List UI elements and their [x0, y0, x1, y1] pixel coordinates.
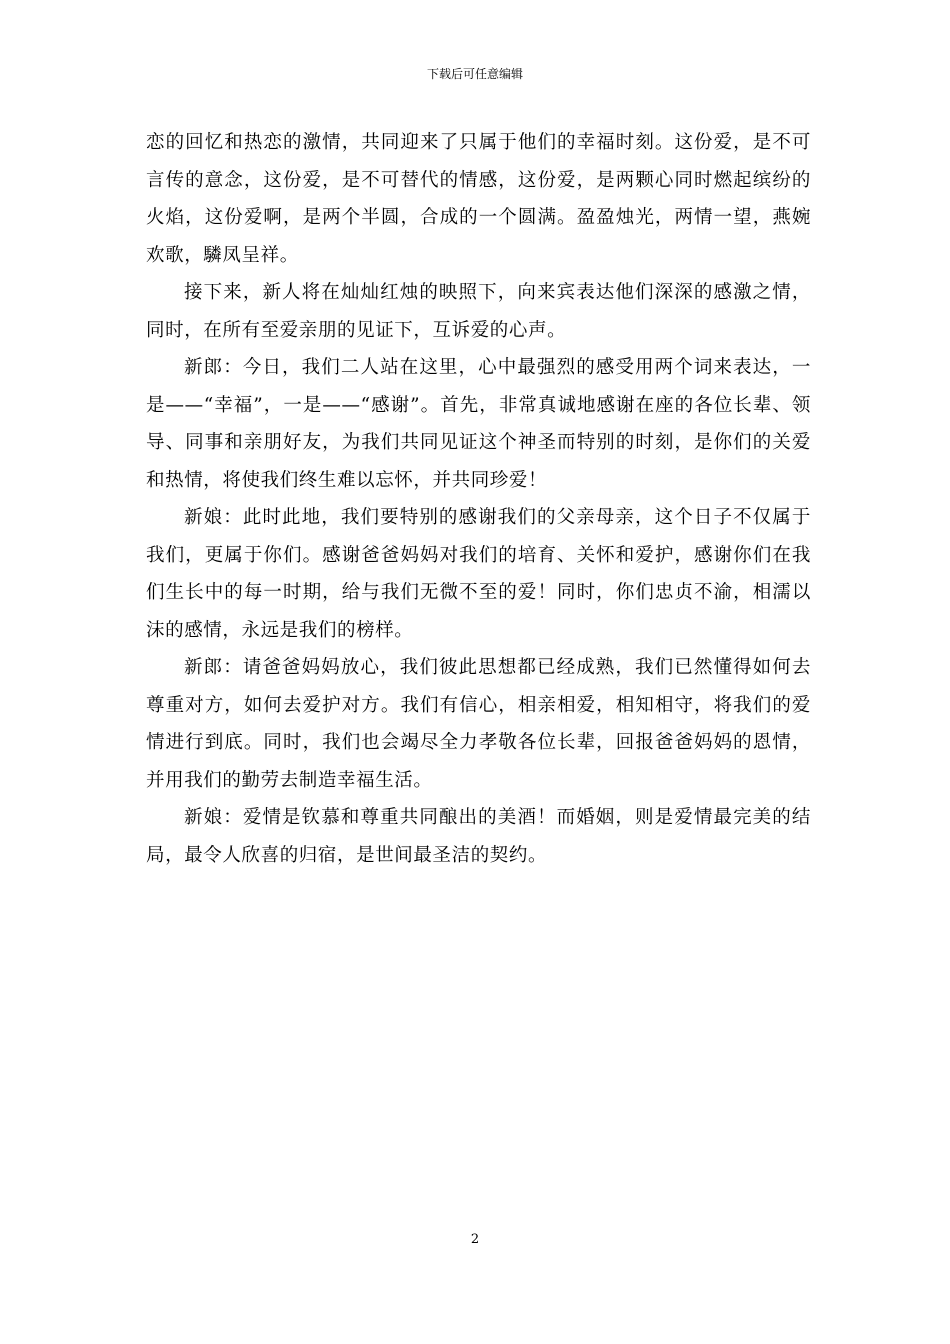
document-body [146, 124, 811, 874]
page-header: 下载后可任意编辑 [426, 67, 523, 81]
paragraph-bride-1: 新娘：此时此地，我们要特别的感谢我们的父亲母亲，这个日子不仅属于我们，更属于你们。感谢爸爸妈妈对我们的培育、关怀和爱护，感谢你们在我们生长中的每一时期，给与我们无微不至的爱！同时，你们忠贞不渝，相濡以沫的感情，永远是我们的榜样。 [146, 507, 811, 641]
paragraph-groom-2: 新郎：请爸爸妈妈放心，我们彼此思想都已经成熟，我们已然懂得如何去尊重对方，如何去爱护对方。我们有信心，相亲相爱，相知相守，将我们的爱情进行到底。同时，我们也会竭尽全力孝敬各位长辈，回报爸爸妈妈的恩情，并用我们的勤劳去制造幸福生活。 [146, 657, 811, 791]
paragraph-continued: 恋的回忆和热恋的激情，共同迎来了只属于他们的幸福时刻。这份爱，是不可言传的意念，这份爱，是不可替代的情感，这份爱，是两颗心同时燃起缤纷的火焰，这份爱啊，是两个半圆，合成的一个圆满。盈盈烛光，两情一望，燕婉欢歌，驎凤呈祥。 [146, 132, 811, 266]
paragraph-groom-1: 新郎：今日，我们二人站在这里，心中最强烈的感受用两个词来表达，一是——“幸福”，一是——“感谢”。首先，非常真诚地感谢在座的各位长辈、领导、同事和亲朋好友，为我们共同见证这个神圣而特别的时刻，是你们的关爱和热情，将使我们终生难以忘怀，并共同珍爱！ [146, 357, 811, 491]
paragraph-bride-2: 新娘：爱情是钦慕和尊重共同酿出的美酒！而婚姻，则是爱情最完美的结局，最令人欣喜的归宿，是世间最圣洁的契约。 [146, 807, 811, 866]
page-number: 2 [470, 1232, 480, 1247]
paragraph-intro: 接下来，新人将在灿灿红烛的映照下，向来宾表达他们深深的感激之情，同时，在所有至爱亲朋的见证下，互诉爱的心声。 [146, 282, 811, 341]
